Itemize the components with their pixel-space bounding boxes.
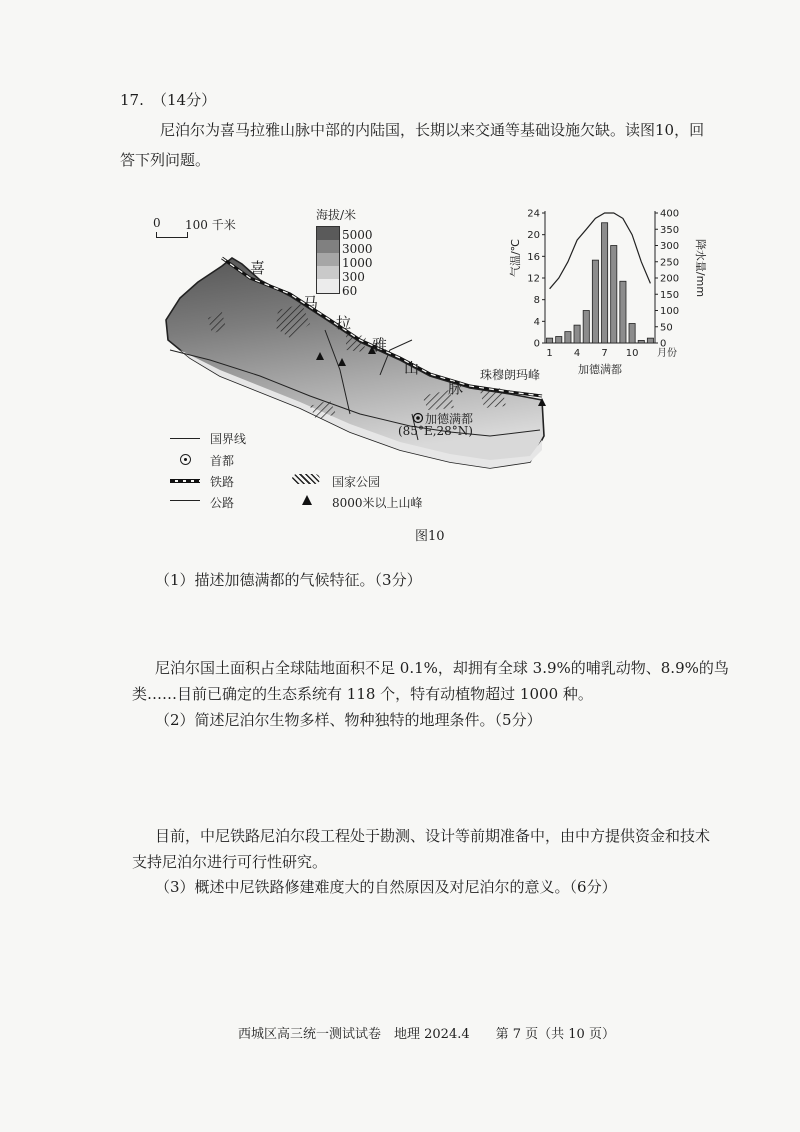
precipitation-bar — [565, 332, 571, 343]
elevation-level: 300 — [342, 270, 365, 284]
elevation-legend-title: 海拔/米 — [316, 208, 357, 222]
everest-label: 珠穆朗玛峰 — [480, 368, 541, 382]
left-tick-label: 16 — [527, 251, 540, 263]
precipitation-bar — [620, 281, 626, 343]
paragraph-3-line-2: 支持尼泊尔进行可行性研究。 — [132, 853, 328, 871]
legend-road-label: 公路 — [210, 496, 235, 510]
x-tick-label: 10 — [625, 348, 639, 359]
x-tick-label: 1 — [546, 348, 553, 359]
intro-line-2: 答下列问题。 — [120, 151, 211, 169]
page-footer: 西城区高三统一测试试卷 地理 2024.4 第 7 页（共 10 页） — [238, 1027, 615, 1042]
right-tick-label: 100 — [660, 306, 680, 317]
precipitation-bar — [556, 337, 562, 344]
precipitation-bar — [592, 260, 598, 343]
precipitation-bar — [574, 325, 580, 343]
range-char: 马 — [303, 294, 319, 312]
legend-park-label: 国家公园 — [332, 475, 381, 489]
right-tick-label: 150 — [660, 289, 680, 301]
precipitation-bar — [611, 246, 617, 344]
figure-caption: 图10 — [415, 529, 445, 544]
question-score: （14分） — [152, 91, 217, 109]
sub-question-1: （1）描述加德满都的气候特征。（3分） — [155, 571, 422, 589]
right-tick-label: 50 — [660, 322, 673, 334]
legend-border-label: 国界线 — [210, 432, 247, 446]
legend-park-symbol — [292, 474, 320, 484]
scale-zero: 0 — [153, 216, 161, 230]
left-tick-label: 4 — [533, 316, 540, 328]
left-tick-label: 20 — [527, 230, 540, 242]
left-tick-label: 0 — [533, 338, 540, 350]
legend-peak-symbol — [302, 495, 312, 505]
chart-title: 加德满都 — [578, 363, 622, 376]
range-char: 雅 — [372, 336, 388, 354]
paragraph-2-line-2: 类……目前已确定的生态系统有 118 个，特有动植物超过 1000 种。 — [132, 685, 593, 703]
elevation-level: 3000 — [342, 242, 373, 256]
right-tick-label: 350 — [660, 224, 680, 236]
precipitation-bar — [602, 223, 608, 343]
range-char: 脉 — [448, 379, 464, 397]
precipitation-bar — [638, 340, 644, 343]
intro-line-1: 尼泊尔为喜马拉雅山脉中部的内陆国，长期以来交通等基础设施欠缺。读图10，回 — [160, 121, 705, 139]
right-axis-label: 降水量/mm — [694, 238, 707, 298]
temperature-line — [550, 213, 651, 289]
kathmandu-climate-chart — [505, 200, 705, 390]
legend-capital-label: 首都 — [210, 454, 235, 468]
left-tick-label: 24 — [527, 208, 540, 220]
capital-label: 加德满都 — [425, 412, 474, 426]
right-tick-label: 0 — [660, 338, 667, 350]
scale-bar — [156, 232, 188, 238]
paragraph-3-line-1: 目前，中尼铁路尼泊尔段工程处于勘测、设计等前期准备中，由中方提供资金和技术 — [155, 827, 711, 845]
elevation-legend-swatch — [316, 226, 340, 294]
paragraph-2-line-1: 尼泊尔国土面积占全球陆地面积不足 0.1%，却拥有全球 3.9%的哺乳动物、8.9%的鸟 — [155, 659, 729, 677]
legend-railway-symbol — [170, 479, 200, 483]
legend-peak-label: 8000米以上山峰 — [332, 496, 423, 510]
scale-label: 100 千米 — [185, 218, 236, 232]
right-tick-label: 200 — [660, 273, 680, 285]
x-axis-label: 月份 — [657, 348, 677, 359]
range-char: 喜 — [250, 259, 266, 277]
legend-capital-symbol — [180, 454, 191, 465]
elevation-level: 1000 — [342, 256, 373, 270]
capital-coords: (85°E,28°N) — [398, 424, 473, 438]
range-char: 拉 — [336, 314, 352, 332]
precipitation-bar — [629, 324, 635, 344]
right-tick-label: 250 — [660, 257, 680, 269]
legend-railway-label: 铁路 — [210, 475, 235, 489]
question-number: 17. — [120, 91, 144, 109]
precipitation-bar — [547, 338, 553, 343]
sub-question-2: （2）简述尼泊尔生物多样、物种独特的地理条件。（5分） — [155, 711, 542, 729]
left-tick-label: 8 — [533, 295, 540, 307]
right-tick-label: 300 — [660, 241, 680, 252]
sub-question-3: （3）概述中尼铁路修建难度大的自然原因及对尼泊尔的意义。（6分） — [155, 878, 617, 896]
legend-road-symbol — [170, 500, 200, 501]
x-tick-label: 4 — [573, 348, 581, 359]
range-char: 山 — [404, 359, 420, 377]
x-tick-label: 7 — [601, 348, 608, 359]
elevation-level: 60 — [342, 284, 358, 298]
left-tick-label: 12 — [527, 273, 540, 285]
left-axis-label: 气温/℃ — [509, 238, 522, 278]
elevation-level: 5000 — [342, 228, 373, 242]
right-tick-label: 400 — [660, 208, 680, 220]
precipitation-bar — [647, 338, 653, 343]
precipitation-bar — [583, 311, 589, 344]
legend-border-symbol — [170, 438, 200, 439]
